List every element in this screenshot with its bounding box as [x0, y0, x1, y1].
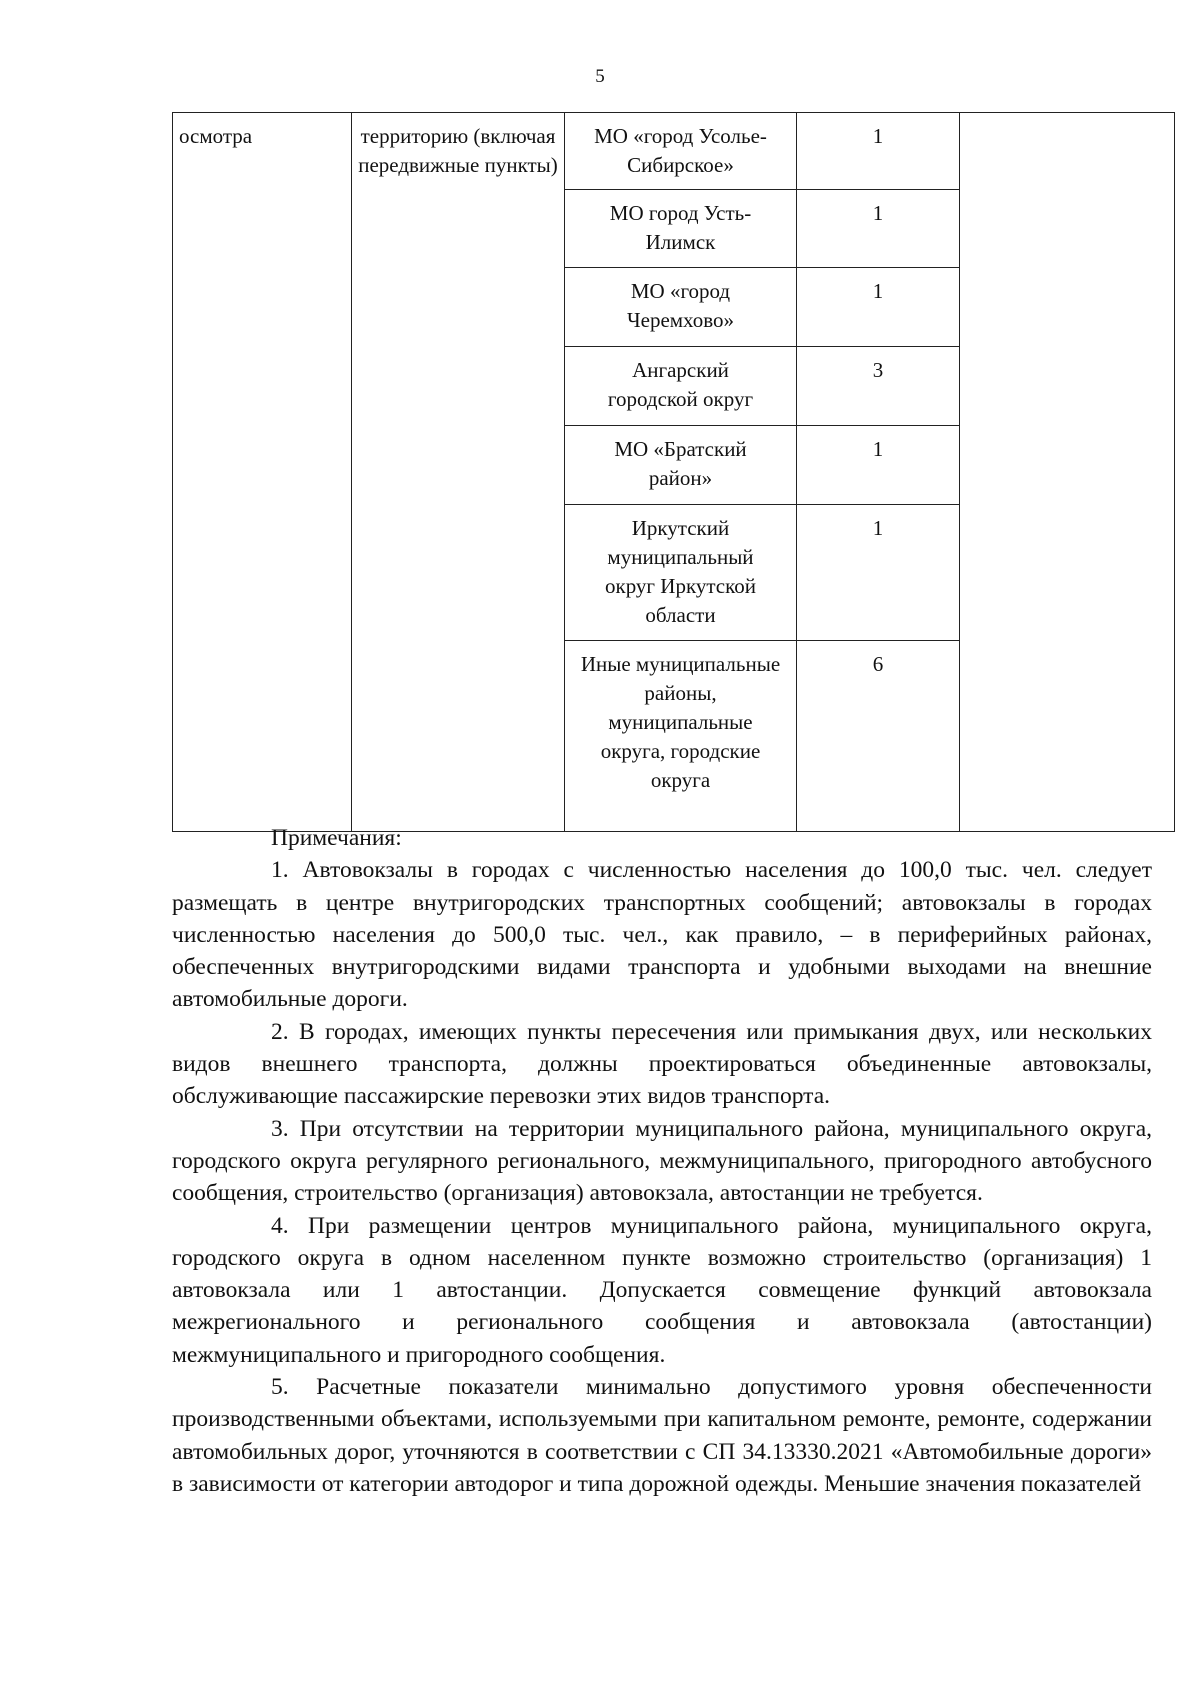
table-cell-municipality — [565, 505, 797, 641]
count-value: 6 — [872, 652, 884, 676]
table-cell-count — [797, 505, 960, 641]
table-cell-count — [797, 641, 960, 832]
count-value: 1 — [872, 437, 884, 461]
count-value: 1 — [872, 279, 884, 303]
count-value: 3 — [872, 358, 884, 382]
table-cell-municipality — [565, 190, 797, 268]
table-cell-count — [797, 268, 960, 347]
count-value: 1 — [872, 516, 884, 540]
notes-title: Примечания: — [271, 825, 402, 851]
note-paragraph: 1. Автовокзалы в городах с численностью населения до 100,0 тыс. чел. следует размещать в центре внутригородских транспортных сообщений; автовокзалы в городах численностью населения до 500,0 тыс. чел., как правило, – в периферийных районах, обеспеченных внутригородскими видами транспорта и удобными выходами на внешние автомобильные дороги. — [172, 857, 1152, 1013]
municipality-label: МО «город Усолье-Сибирское» — [594, 124, 767, 177]
table-cell-municipality — [565, 641, 797, 832]
count-value: 1 — [872, 124, 884, 148]
table-cell-municipality — [565, 113, 797, 190]
municipality-label: Ангарский городской округ — [607, 358, 754, 411]
table-row — [173, 113, 1175, 190]
table-cell-scope: территорию (включая передвижные пункты) — [352, 113, 565, 832]
municipality-label: Иные муниципальные районы, муниципальные округа, городские округа — [580, 652, 781, 792]
table-cell-object-type: осмотра — [173, 113, 352, 832]
table-cell-count — [797, 113, 960, 190]
page-number: 5 — [595, 66, 605, 87]
table-cell-empty — [960, 113, 1175, 832]
note-paragraph: 3. При отсутствии на территории муниципального района, муниципального округа, городского округа регулярного регионального, межмуниципального, пригородного автобусного сообщения, строительство (организация) автовокзала, автостанции не требуется. — [172, 1115, 1152, 1207]
table-cell-municipality — [565, 347, 797, 426]
table-cell-count — [797, 426, 960, 505]
municipality-label: МО город Усть-Илимск — [609, 201, 752, 254]
norms-table — [172, 112, 1175, 832]
note-paragraph: 4. При размещении центров муниципального района, муниципального округа, городского округа в одном населенном пункте возможно строительство (организация) 1 автовокзала или 1 автостанции. Допускается совмещение функций автовокзала межрегионального и регионального сообщения и автовокзала (автостанции) межмуниципального и пригородного сообщения. — [172, 1212, 1152, 1368]
municipality-label: Иркутский муниципальный округ Иркутской области — [605, 516, 756, 627]
table-cell-municipality — [565, 268, 797, 347]
municipality-label: МО «город Черемхово» — [626, 279, 735, 332]
table-cell-municipality — [565, 426, 797, 505]
note-paragraph: 5. Расчетные показатели минимально допустимого уровня обеспеченности производственными объектами, используемыми при капитальном ремонте, ремонте, содержании автомобильных дорог, уточняются в соответствии с СП 34.13330.2021 «Автомобильные дороги» в зависимости от категории автодорог и типа дорожной одежды. Меньшие значения показателей — [172, 1374, 1152, 1497]
table-cell-count — [797, 347, 960, 426]
note-paragraph: 2. В городах, имеющих пункты пересечения или примыкания двух, или нескольких видов внешнего транспорта, должны проектироваться объединенные автовокзалы, обслуживающие пассажирские перевозки этих видов транспорта. — [172, 1018, 1152, 1110]
municipality-label: МО «Братский район» — [614, 437, 747, 490]
table-cell-count — [797, 190, 960, 268]
notes-section — [172, 822, 1152, 1500]
count-value: 1 — [872, 201, 884, 225]
